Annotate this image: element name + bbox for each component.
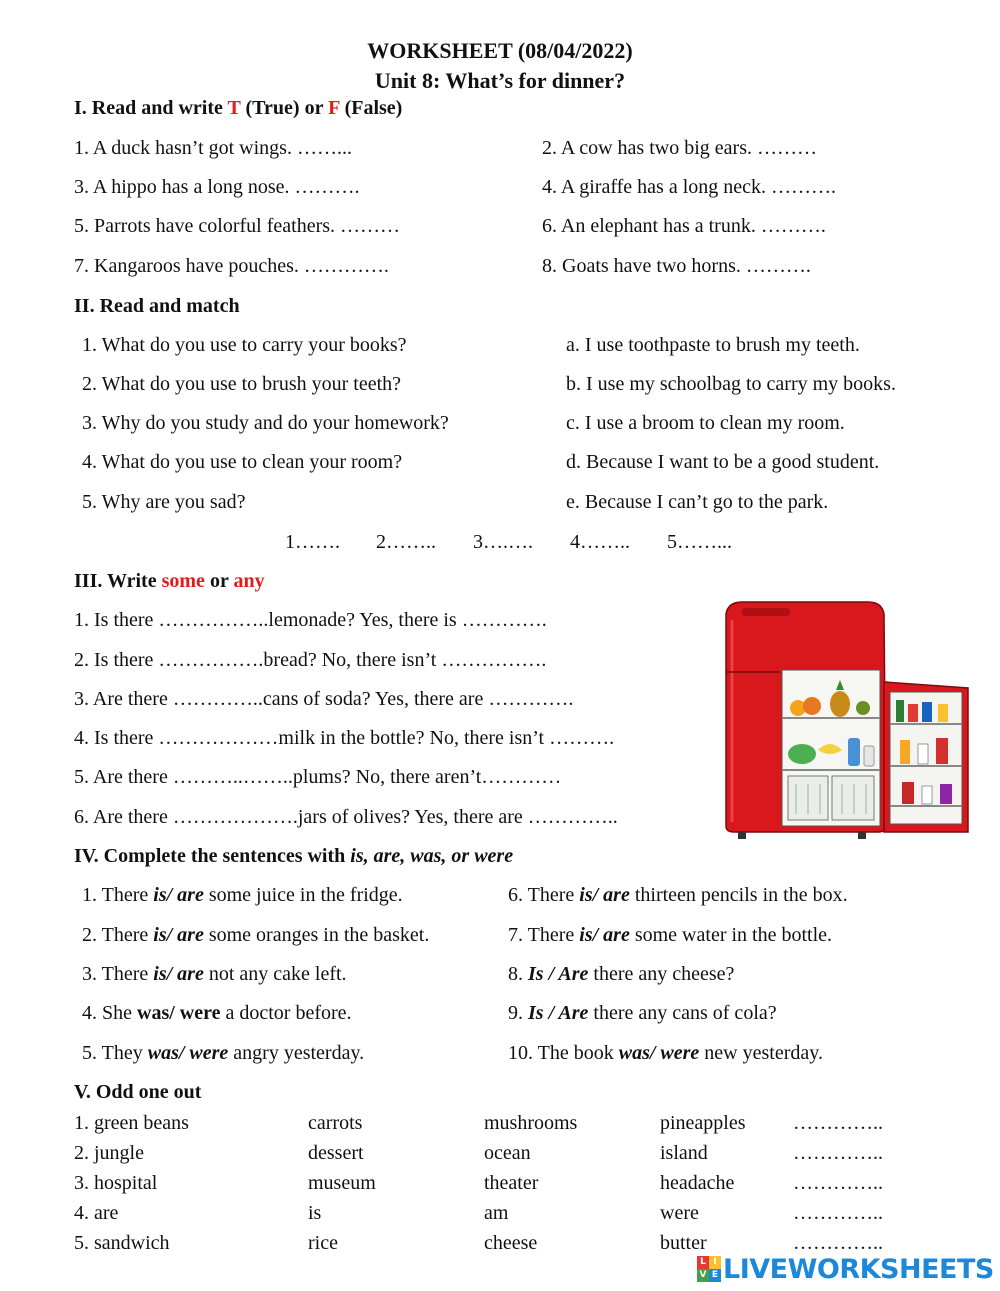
odd-word: ocean bbox=[484, 1142, 531, 1164]
match-blank-5[interactable]: 5……... bbox=[667, 531, 732, 553]
odd-word: 5. sandwich bbox=[74, 1232, 170, 1254]
odd-word: theater bbox=[484, 1172, 539, 1194]
match-answer: d. Because I want to be a good student. bbox=[566, 451, 880, 473]
odd-word: butter bbox=[660, 1232, 707, 1254]
grammar-item: 6. There is/ are thirteen pencils in the box. bbox=[508, 884, 848, 906]
match-question: 3. Why do you study and do your homework? bbox=[82, 412, 449, 434]
match-blank-3[interactable]: 3….…. bbox=[473, 531, 533, 553]
worksheet-title: WORKSHEET (08/04/2022) bbox=[367, 38, 633, 63]
some-any-item: 2. Is there …………….bread? No, there isn’t ……………. bbox=[74, 649, 547, 671]
odd-answer-blank[interactable]: ………….. bbox=[793, 1172, 883, 1194]
some-any-item: 5. Are there ………..……..plums? No, there aren’t………… bbox=[74, 766, 562, 788]
grammar-item: 8. Is / Are there any cheese? bbox=[508, 963, 735, 985]
match-question: 2. What do you use to brush your teeth? bbox=[82, 373, 402, 395]
match-answer: c. I use a broom to clean my room. bbox=[566, 412, 845, 434]
odd-word: were bbox=[660, 1202, 699, 1224]
odd-answer-blank[interactable]: ………….. bbox=[793, 1202, 883, 1224]
grammar-item: 9. Is / Are there any cans of cola? bbox=[508, 1002, 777, 1024]
match-question: 5. Why are you sad? bbox=[82, 491, 246, 513]
logo-text: LIVEWORKSHEETS bbox=[723, 1253, 994, 1285]
odd-word: mushrooms bbox=[484, 1112, 578, 1134]
unit-title: Unit 8: What’s for dinner? bbox=[374, 68, 626, 93]
odd-word: island bbox=[660, 1142, 708, 1164]
odd-word: headache bbox=[660, 1172, 735, 1194]
tf-item: 7. Kangaroos have pouches. …………. bbox=[74, 255, 389, 277]
tf-item: 1. A duck hasn’t got wings. ……... bbox=[74, 137, 352, 159]
grammar-item: 10. The book was/ were new yesterday. bbox=[508, 1042, 823, 1064]
match-answer: b. I use my schoolbag to carry my books. bbox=[566, 373, 896, 395]
odd-answer-blank[interactable]: ………….. bbox=[793, 1232, 883, 1254]
some-any-item: 1. Is there ……………..lemonade? Yes, there is …………. bbox=[74, 609, 547, 631]
odd-word: 4. are bbox=[74, 1202, 119, 1224]
match-question: 4. What do you use to clean your room? bbox=[82, 451, 403, 473]
match-answer: a. I use toothpaste to brush my teeth. bbox=[566, 334, 860, 356]
odd-word: am bbox=[484, 1202, 509, 1224]
some-any-item: 6. Are there ……………….jars of olives? Yes, there are ………….. bbox=[74, 806, 618, 828]
liveworksheets-logo bbox=[697, 1252, 994, 1286]
tf-item: 6. An elephant has a trunk. ………. bbox=[542, 215, 826, 237]
open-fridge-illustration bbox=[718, 600, 970, 840]
grammar-item: 4. She was/ were a doctor before. bbox=[82, 1002, 352, 1024]
grammar-item: 2. There is/ are some oranges in the basket. bbox=[82, 924, 430, 946]
tf-item: 2. A cow has two big ears. ……… bbox=[542, 137, 817, 159]
tf-item: 8. Goats have two horns. ………. bbox=[542, 255, 811, 277]
section-1-title: I. Read and write T (True) or F (False) bbox=[74, 97, 403, 119]
match-blank-4[interactable]: 4…….. bbox=[570, 531, 630, 553]
odd-word: museum bbox=[308, 1172, 376, 1194]
tf-item: 4. A giraffe has a long neck. ………. bbox=[542, 176, 837, 198]
liveworksheets-logo-icon: L I V E bbox=[697, 1256, 721, 1282]
odd-word: is bbox=[308, 1202, 322, 1224]
section-4-title: IV. Complete the sentences with is, are, was, or were bbox=[74, 845, 514, 867]
grammar-item: 5. They was/ were angry yesterday. bbox=[82, 1042, 365, 1064]
odd-word: 2. jungle bbox=[74, 1142, 144, 1164]
some-any-item: 3. Are there …………..cans of soda? Yes, there are …………. bbox=[74, 688, 574, 710]
match-answer: e. Because I can’t go to the park. bbox=[566, 491, 829, 513]
tf-item: 5. Parrots have colorful feathers. ……… bbox=[74, 215, 401, 237]
odd-word: rice bbox=[308, 1232, 338, 1254]
odd-word: 1. green beans bbox=[74, 1112, 189, 1134]
match-question: 1. What do you use to carry your books? bbox=[82, 334, 407, 356]
odd-word: carrots bbox=[308, 1112, 363, 1134]
tf-item: 3. A hippo has a long nose. ………. bbox=[74, 176, 360, 198]
grammar-item: 7. There is/ are some water in the bottle. bbox=[508, 924, 833, 946]
section-3-title: III. Write some or any bbox=[74, 570, 265, 592]
odd-answer-blank[interactable]: ………….. bbox=[793, 1142, 883, 1164]
match-blank-1[interactable]: 1……. bbox=[285, 531, 340, 553]
grammar-item: 1. There is/ are some juice in the fridge. bbox=[82, 884, 403, 906]
odd-word: 3. hospital bbox=[74, 1172, 158, 1194]
odd-word: cheese bbox=[484, 1232, 538, 1254]
odd-word: pineapples bbox=[660, 1112, 746, 1134]
match-blank-2[interactable]: 2…….. bbox=[376, 531, 436, 553]
section-5-title: V. Odd one out bbox=[74, 1081, 202, 1103]
odd-answer-blank[interactable]: ………….. bbox=[793, 1112, 883, 1134]
odd-word: dessert bbox=[308, 1142, 364, 1164]
grammar-item: 3. There is/ are not any cake left. bbox=[82, 963, 347, 985]
section-2-title: II. Read and match bbox=[74, 295, 240, 317]
some-any-item: 4. Is there ………………milk in the bottle? No, there isn’t ………. bbox=[74, 727, 615, 749]
